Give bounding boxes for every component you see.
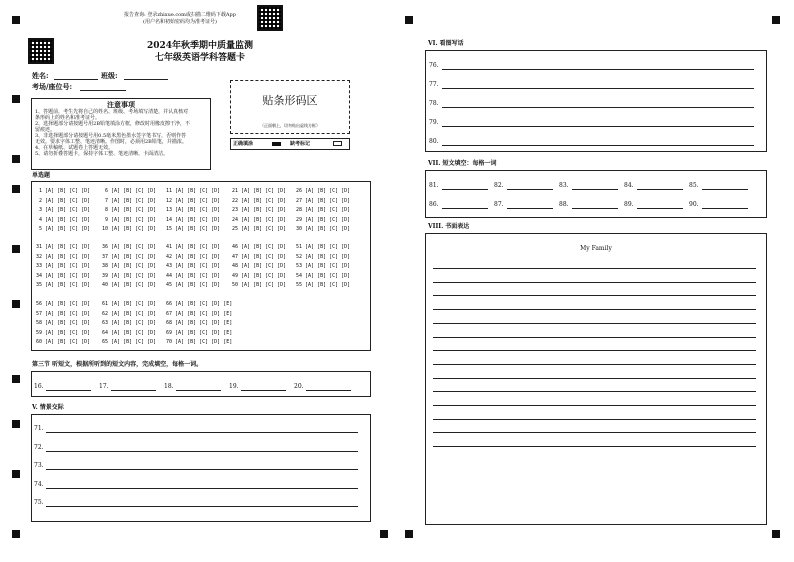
answer-blank[interactable] [702, 189, 748, 190]
blank-number: 78. [429, 100, 439, 107]
essay-line[interactable] [433, 419, 756, 420]
choice-item[interactable]: 46 [A] [B] [C] [D] [232, 244, 287, 250]
choice-item[interactable]: 57 [A] [B] [C] [D] [36, 310, 91, 317]
section7-box [425, 170, 767, 218]
choice-item[interactable]: 28 [A] [B] [C] [D] [296, 207, 351, 214]
blank-number: 16. [34, 383, 44, 390]
notice-line: 5、请勿折叠答题卡，保持字体工整、笔迹清晰、卡面清洁。 [35, 151, 169, 157]
choice-item[interactable]: 45 [A] [B] [C] [D] [166, 282, 221, 289]
answer-blank[interactable] [111, 390, 156, 391]
name-label: 姓名: [32, 71, 49, 80]
choice-item[interactable]: 15 [A] [B] [C] [D] [166, 226, 221, 233]
section3-title: 第三节 听短文，根据所听到的短文内容，完成填空，每格一词。 [32, 361, 203, 368]
section8-box [425, 233, 767, 525]
alignment-mark [12, 530, 20, 538]
blank-number: 90. [689, 201, 699, 208]
notice-line: 4、在草稿纸、试题卷上答题无效。 [35, 145, 114, 151]
choice-item[interactable]: 13 [A] [B] [C] [D] [166, 207, 221, 214]
class-field[interactable] [124, 79, 168, 80]
page-subtitle: 七年级英语学科答题卡 [154, 53, 245, 63]
choice-item[interactable]: 68 [A] [B] [C] [D] [E] [166, 320, 233, 327]
blank-number: 72. [34, 443, 44, 451]
section6-box [425, 50, 767, 152]
answer-line[interactable] [442, 69, 754, 70]
choice-item[interactable]: 49 [A] [B] [C] [D] [232, 272, 287, 279]
choice-item[interactable]: 58 [A] [B] [C] [D] [36, 320, 91, 327]
notice-line: 留痕迹。 [35, 127, 56, 133]
answer-line[interactable] [442, 88, 754, 89]
choice-item[interactable]: 41 [A] [B] [C] [D] [166, 244, 221, 250]
choice-item[interactable]: 32 [A] [B] [C] [D] [36, 253, 91, 260]
choice-item[interactable]: 8 [A] [B] [C] [D] [102, 207, 157, 214]
scan-note-credentials: (用户名和初始密码均为准考证号) [143, 19, 217, 25]
notice-line: 无效。要求字体工整、笔迹清晰。作图时，必须用2B铅笔，并描浓。 [35, 139, 187, 145]
section8-title: VIII. 书面表达 [428, 223, 470, 230]
choice-item[interactable]: 22 [A] [B] [C] [D] [232, 197, 287, 204]
choice-item[interactable]: 30 [A] [B] [C] [D] [296, 226, 351, 233]
choice-item[interactable]: 42 [A] [B] [C] [D] [166, 253, 221, 260]
blank-number: 82. [494, 182, 504, 189]
choice-item[interactable]: 35 [A] [B] [C] [D] [36, 282, 91, 289]
blank-number: 18. [164, 383, 174, 390]
answer-blank[interactable] [507, 189, 553, 190]
essay-line[interactable] [433, 309, 756, 310]
blank-number: 85. [689, 182, 699, 189]
answer-blank[interactable] [572, 208, 618, 209]
blank-number: 77. [429, 81, 439, 88]
choice-item[interactable]: 52 [A] [B] [C] [D] [296, 253, 351, 260]
scan-note: 报告查询: 登录zhixue.com或扫描二维码下载App [124, 12, 236, 18]
section5-title: V. 情景交际 [32, 404, 64, 411]
seat-field[interactable] [80, 90, 126, 91]
choice-item[interactable]: 48 [A] [B] [C] [D] [232, 263, 287, 270]
blank-number: 19. [229, 383, 239, 390]
blank-number: 73. [34, 462, 44, 469]
choice-item[interactable]: 12 [A] [B] [C] [D] [166, 197, 221, 204]
choice-item[interactable]: 64 [A] [B] [C] [D] [102, 329, 157, 336]
essay-line[interactable] [433, 364, 756, 365]
choice-item[interactable]: 9 [A] [B] [C] [D] [102, 216, 157, 223]
choice-item[interactable]: 50 [A] [B] [C] [D] [232, 282, 287, 289]
alignment-mark [12, 16, 20, 24]
section7-title: VII. 短文填空：每格一词 [428, 160, 497, 167]
notice-line: 1、答题前，考生先将自己的姓名、班级、考场填写清楚，并认真核对 [35, 109, 189, 115]
choice-item[interactable]: 21 [A] [B] [C] [D] [232, 188, 287, 194]
essay-line[interactable] [433, 295, 756, 296]
answer-blank[interactable] [637, 189, 683, 190]
choice-item[interactable]: 70 [A] [B] [C] [D] [E] [166, 339, 233, 346]
barcode-label: 贴条形码区 [262, 94, 318, 107]
app-qr-code [257, 5, 283, 31]
alignment-mark [12, 185, 20, 193]
choice-item[interactable]: 63 [A] [B] [C] [D] [102, 320, 157, 327]
answer-line[interactable] [46, 451, 358, 452]
answer-blank[interactable] [572, 189, 618, 190]
blank-number: 86. [429, 201, 439, 208]
choice-item[interactable]: 25 [A] [B] [C] [D] [232, 226, 287, 233]
essay-line[interactable] [433, 282, 756, 283]
absent-mark-label: 缺考标记 [290, 141, 311, 147]
alignment-mark [405, 16, 413, 24]
blank-number: 84. [624, 182, 634, 189]
notice-line: 条形码上的姓名和准考证号。 [35, 115, 101, 121]
page-title: 2024年秋季期中质量监测 [146, 41, 254, 51]
alignment-mark [12, 300, 20, 308]
answer-line[interactable] [442, 126, 754, 127]
essay-title: My Family [580, 245, 612, 252]
blank-number: 80. [429, 138, 439, 145]
choice-item[interactable]: 31 [A] [B] [C] [D] [36, 244, 91, 250]
essay-line[interactable] [433, 323, 756, 324]
choice-item[interactable]: 10 [A] [B] [C] [D] [102, 226, 157, 233]
answer-line[interactable] [46, 432, 358, 433]
notice-line: 2、选择题部分请按题号用2B铅笔填涂方框，修改时用橡皮擦干净，不 [35, 121, 191, 127]
alignment-mark [12, 375, 20, 383]
blank-number: 88. [559, 201, 569, 208]
answer-blank[interactable] [442, 208, 488, 209]
essay-line[interactable] [433, 405, 756, 406]
answer-line[interactable] [46, 488, 358, 489]
seat-label: 考场/座位号: [32, 82, 73, 91]
answer-line[interactable] [46, 469, 358, 470]
choice-item[interactable]: 43 [A] [B] [C] [D] [166, 263, 221, 270]
blank-number: 75. [34, 499, 44, 506]
essay-line[interactable] [433, 446, 756, 447]
essay-line[interactable] [433, 337, 756, 338]
blank-number: 76. [429, 62, 439, 69]
answer-line[interactable] [442, 145, 754, 146]
choice-item[interactable]: 24 [A] [B] [C] [D] [232, 216, 287, 223]
choice-item[interactable]: 1 [A] [B] [C] [D] [36, 188, 91, 194]
choice-item[interactable]: 29 [A] [B] [C] [D] [296, 216, 351, 223]
choice-item[interactable]: 44 [A] [B] [C] [D] [166, 272, 221, 279]
choice-item[interactable]: 59 [A] [B] [C] [D] [36, 329, 91, 336]
alignment-mark [12, 95, 20, 103]
blank-number: 87. [494, 201, 504, 208]
blank-number: 79. [429, 119, 439, 126]
blank-number: 74. [34, 480, 44, 488]
notice-title: 注意事项 [107, 100, 135, 109]
alignment-mark [772, 530, 780, 538]
choice-item[interactable]: 51 [A] [B] [C] [D] [296, 244, 351, 250]
blank-number: 17. [99, 383, 109, 390]
class-label: 班级: [101, 71, 118, 80]
choice-item[interactable]: 38 [A] [B] [C] [D] [102, 263, 157, 270]
section6-title: VI. 看图写话 [428, 40, 464, 47]
student-qr-code [28, 38, 54, 64]
blank-number: 71. [34, 425, 44, 432]
essay-line[interactable] [433, 432, 756, 433]
choice-item[interactable]: 67 [A] [B] [C] [D] [E] [166, 310, 233, 317]
choice-item[interactable]: 26 [A] [B] [C] [D] [296, 188, 351, 194]
blank-number: 81. [429, 182, 439, 189]
choice-item[interactable]: 34 [A] [B] [C] [D] [36, 272, 91, 279]
essay-line[interactable] [433, 350, 756, 351]
alignment-mark [12, 420, 20, 428]
choice-item[interactable]: 3 [A] [B] [C] [D] [36, 207, 91, 214]
essay-line[interactable] [433, 268, 756, 269]
choice-item[interactable]: 27 [A] [B] [C] [D] [296, 197, 351, 204]
choice-item[interactable]: 55 [A] [B] [C] [D] [296, 282, 351, 289]
answer-line[interactable] [442, 107, 754, 108]
alignment-mark [405, 530, 413, 538]
essay-line[interactable] [433, 391, 756, 392]
choice-item[interactable]: 14 [A] [B] [C] [D] [166, 216, 221, 223]
blank-number: 83. [559, 182, 569, 189]
answer-blank[interactable] [442, 189, 488, 190]
choice-item[interactable]: 36 [A] [B] [C] [D] [102, 244, 157, 250]
choice-item[interactable]: 37 [A] [B] [C] [D] [102, 253, 157, 260]
choice-item[interactable]: 33 [A] [B] [C] [D] [36, 263, 91, 270]
correct-fill-sample [272, 142, 281, 146]
choice-item[interactable]: 2 [A] [B] [C] [D] [36, 197, 91, 204]
choice-item[interactable]: 40 [A] [B] [C] [D] [102, 282, 157, 289]
answer-blank[interactable] [46, 390, 91, 391]
answer-blank[interactable] [241, 390, 286, 391]
choice-item[interactable]: 61 [A] [B] [C] [D] [102, 301, 157, 307]
choice-item[interactable]: 65 [A] [B] [C] [D] [102, 339, 157, 346]
alignment-mark [380, 530, 388, 538]
essay-line[interactable] [433, 378, 756, 379]
answer-blank[interactable] [702, 208, 748, 209]
answer-blank[interactable] [306, 390, 351, 391]
choice-item[interactable]: 56 [A] [B] [C] [D] [36, 301, 91, 307]
choice-item[interactable]: 6 [A] [B] [C] [D] [102, 188, 157, 194]
choice-item[interactable]: 4 [A] [B] [C] [D] [36, 216, 91, 223]
choice-item[interactable]: 60 [A] [B] [C] [D] [36, 339, 91, 346]
blank-number: 89. [624, 201, 634, 208]
answer-line[interactable] [46, 506, 358, 507]
choice-item[interactable]: 23 [A] [B] [C] [D] [232, 207, 287, 214]
choice-item[interactable]: 5 [A] [B] [C] [D] [36, 226, 91, 233]
alignment-mark [12, 245, 20, 253]
choice-item[interactable]: 54 [A] [B] [C] [D] [296, 272, 351, 279]
choice-item[interactable]: 53 [A] [B] [C] [D] [296, 263, 351, 270]
barcode-note: （正面朝上，切勿贴出虚线方框） [260, 123, 320, 128]
choice-item[interactable]: 11 [A] [B] [C] [D] [166, 188, 221, 194]
answer-blank[interactable] [507, 208, 553, 209]
section3-box [31, 371, 371, 397]
notice-line: 3、非选择题部分请按题号用0.5毫米黑色墨水签字笔书写，否则作答 [35, 133, 187, 139]
choice-item[interactable]: 66 [A] [B] [C] [D] [E] [166, 301, 233, 307]
choice-item[interactable]: 62 [A] [B] [C] [D] [102, 310, 157, 317]
blank-number: 20. [294, 383, 304, 390]
choice-item[interactable]: 69 [A] [B] [C] [D] [E] [166, 329, 233, 336]
alignment-mark [12, 470, 20, 478]
alignment-mark [772, 16, 780, 24]
answer-blank[interactable] [637, 208, 683, 209]
answer-blank[interactable] [176, 390, 221, 391]
choice-item[interactable]: 7 [A] [B] [C] [D] [102, 197, 157, 204]
choice-item[interactable]: 39 [A] [B] [C] [D] [102, 272, 157, 279]
absent-mark-box[interactable] [333, 141, 342, 146]
alignment-mark [12, 155, 20, 163]
single-choice-title: 单选题 [32, 172, 51, 179]
name-field[interactable] [54, 79, 98, 80]
correct-fill-label: 正确填涂 [233, 141, 254, 147]
choice-item[interactable]: 47 [A] [B] [C] [D] [232, 253, 287, 260]
